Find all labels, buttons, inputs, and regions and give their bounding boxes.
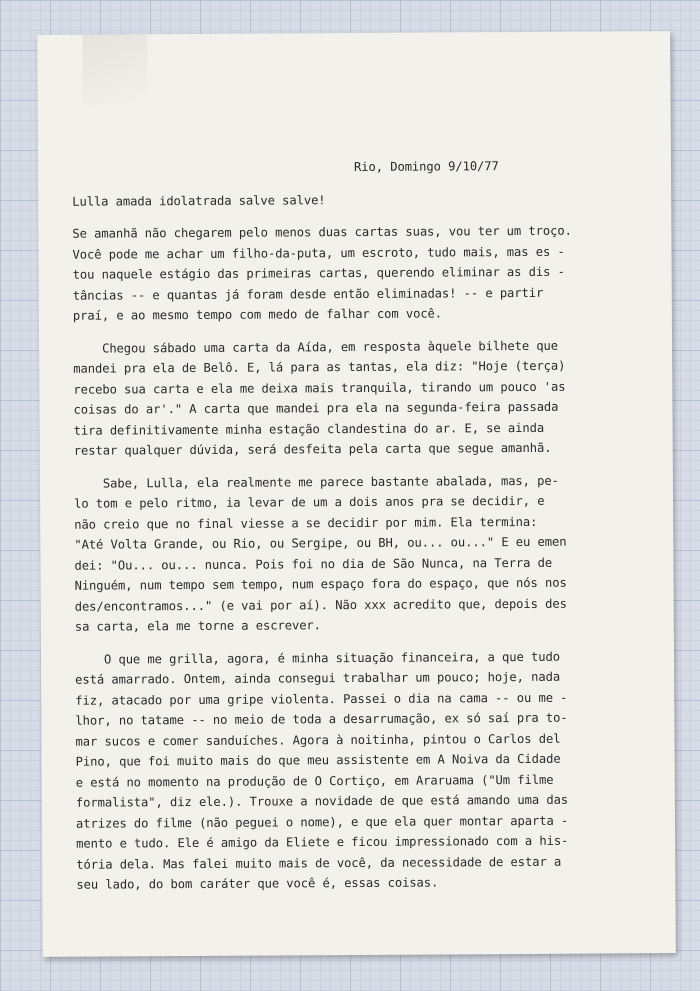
text-line: des/encontramos..." (e vai por aí). Não xxx acredito que, depois des <box>74 596 567 614</box>
text-line: Pino, que foi muito mais do que meu assistente em A Noiva da Cidade <box>75 751 561 769</box>
text-line: recebo sua carta e ela me deixa mais tranquila, tirando um pouco 'as <box>73 379 566 397</box>
paper-fold-shadow <box>82 34 147 104</box>
text-line: lo tom e pelo ritmo, ia levar de um a dois anos pra se decidir, e <box>74 493 545 511</box>
text-line: Você pode me achar um filho-da-puta, um escroto, tudo mais, mas es - <box>72 244 565 262</box>
text-line: Sabe, Lulla, ela realmente me parece bastante abalada, mas, pe- <box>73 473 559 491</box>
text-line: tâncias -- e quantas já foram desde então eliminadas! -- e partir <box>72 285 544 303</box>
text-line: e está no momento na produção de O Cortiço, em Araruama ("Um filme <box>75 772 554 790</box>
text-line: coisas do ar'." A carta que mandei pra ela na segunda-feira passada <box>73 399 559 417</box>
text-line: Ninguém, num tempo sem tempo, num espaço fora do espaço, que nós nos <box>74 575 567 593</box>
paragraph-1 <box>72 220 653 326</box>
letter-date: Rio, Domingo 9/10/77 <box>353 159 499 175</box>
text-line: Se amanhã não chegarem pelo menos duas cartas suas, vou ter um troço. <box>72 223 572 241</box>
text-line: restar qualquer dúvida, será desfeita pela carta que segue amanhã. <box>73 440 552 458</box>
text-line: praí, e ao mesmo tempo com medo de falhar com você. <box>72 306 443 323</box>
letter-salutation: Lulla amada idolatrada salve salve! <box>72 192 326 209</box>
text-line: atrizes do filme (não peguei o nome), e que ela quer montar aparta - <box>75 813 569 831</box>
text-line: mar sucos e comer sanduíches. Agora à noitinha, pintou o Carlos del <box>75 731 561 749</box>
paragraph-4 <box>75 646 656 896</box>
paragraph-2 <box>73 335 654 462</box>
text-line: "Até Volta Grande, ou Rio, ou Sergipe, ou BH, ou... ou..." E eu emen <box>74 534 567 552</box>
text-line: mento e tudo. Ele é amigo da Eliete e ficou impressionado com a his- <box>76 833 569 851</box>
text-line: não creio que no final viesse a se decidir por mim. Ela termina: <box>74 514 538 532</box>
letter-sheet <box>37 31 676 957</box>
letter-body <box>72 155 656 895</box>
text-line: tira definitivamente minha estação clandestina do ar. E, se ainda <box>73 420 545 438</box>
text-line: fiz, atacado por uma gripe violenta. Passei o dia na cama -- ou me - <box>75 690 568 708</box>
text-line: Chegou sábado uma carta da Aída, em resposta àquele bilhete que <box>73 338 559 356</box>
text-line: dei: "Ou... ou... nunca. Pois foi no dia de São Nunca, na Terra de <box>74 555 553 573</box>
text-line: mandei pra ela de Belô. E, lá para as tantas, ela diz: "Hoje (terça) <box>73 358 566 376</box>
text-line: está amarrado. Ontem, ainda consegui trabalhar um pouco; hoje, nada <box>75 669 561 687</box>
text-line: formalista", diz ele.). Trouxe a novidade de que está amando uma das <box>75 792 569 810</box>
text-line: seu lado, do bom caráter que você é, essas coisas. <box>76 875 439 892</box>
text-line: lhor, no tatame -- no meio de toda a desarrumação, ex só saí pra to- <box>75 710 568 728</box>
text-line: O que me grilla, agora, é minha situação financeira, a que tudo <box>74 649 560 667</box>
text-line: tou naquele estágio das primeiras cartas, querendo eliminar as dis - <box>72 264 565 282</box>
text-line: tória dela. Mas falei muito mais de você, da necessidade de estar a <box>76 854 562 872</box>
text-line: sa carta, ela me torne a escrever. <box>74 618 321 634</box>
paragraph-3 <box>74 470 655 638</box>
